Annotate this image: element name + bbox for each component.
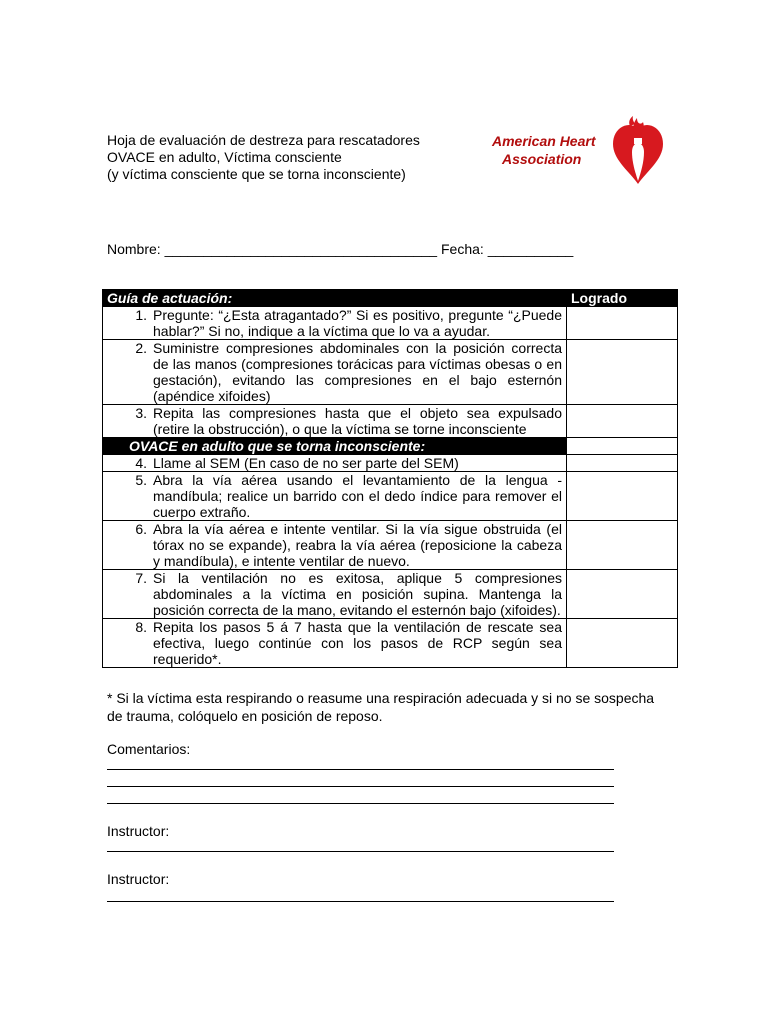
- comments-line-3[interactable]: [107, 803, 614, 804]
- org-name-line-1: American Heart: [492, 133, 596, 149]
- skills-table: [102, 289, 678, 668]
- step-number: 3.: [135, 405, 147, 421]
- step-text: Abra la vía aérea e intente ventilar. Si la vía sigue obstruida (el tórax no se expande), reabra la vía aérea (reposicione la cabeza y mandíbula), e intente ventilar de nuevo.: [153, 521, 562, 569]
- step-number: 4.: [135, 455, 147, 471]
- fecha-field[interactable]: ___________: [487, 241, 574, 257]
- step-number: 5.: [135, 472, 147, 488]
- name-date-line: [107, 240, 573, 258]
- title-line-3: (y víctima consciente que se torna inconsciente): [107, 166, 406, 182]
- title-line-2: OVACE en adulto, Víctima consciente: [107, 149, 342, 165]
- instructor-label-2: Instructor:: [107, 871, 170, 887]
- step-text: Suministre compresiones abdominales con la posición correcta de las manos (compresiones torácicas para víctimas obesas o en gestación), evitando las compresiones en el bajo esternón (apéndice xifoides): [153, 340, 562, 404]
- title-line-1: Hoja de evaluación de destreza para rescatadores: [107, 132, 420, 148]
- instructor-line-2[interactable]: [107, 901, 614, 902]
- table-row: [103, 521, 678, 570]
- instructor-label-1: Instructor:: [107, 823, 170, 839]
- achieved-checkbox[interactable]: [567, 307, 678, 340]
- achieved-checkbox[interactable]: [567, 340, 678, 405]
- step-text: Abra la vía aérea usando el levantamiento de la lengua - mandíbula; realice un barrido con el dedo índice para remover el cuerpo extraño.: [153, 472, 562, 520]
- nombre-field[interactable]: ___________________________________: [164, 241, 438, 257]
- achieved-checkbox[interactable]: [567, 472, 678, 521]
- instructor-line-1[interactable]: [107, 851, 614, 852]
- footnote: * Si la víctima esta respirando o reasume una respiración adecuada y si no se sospecha de trauma, colóquelo en posición de reposo.: [107, 690, 655, 724]
- org-name: [492, 132, 596, 168]
- achieved-checkbox[interactable]: [567, 521, 678, 570]
- table-subheader: [103, 438, 678, 455]
- step-number: 7.: [135, 570, 147, 586]
- table-header: [103, 290, 678, 307]
- table-row: [103, 307, 678, 340]
- comments-line-2[interactable]: [107, 786, 614, 787]
- guide-header: Guía de actuación:: [103, 290, 567, 307]
- step-number: 8.: [135, 619, 147, 635]
- table-row: [103, 340, 678, 405]
- table-row: [103, 570, 678, 619]
- achieved-checkbox[interactable]: [567, 570, 678, 619]
- step-text: Repita las compresiones hasta que el objeto sea expulsado (retire la obstrucción), o que la víctima se torne inconsciente: [153, 405, 562, 437]
- step-text: Repita los pasos 5 á 7 hasta que la ventilación de rescate sea efectiva, luego continúe con los pasos de RCP según sea requerido*.: [153, 619, 562, 667]
- step-number: 1.: [135, 307, 147, 323]
- step-text: Pregunte: “¿Esta atragantado?” Si es positivo, pregunte “¿Puede hablar?” Si no, indique a la víctima que lo va a ayudar.: [153, 307, 562, 339]
- comments-label: Comentarios:: [107, 741, 191, 757]
- step-number: 6.: [135, 521, 147, 537]
- form-title: [107, 132, 420, 183]
- achieved-checkbox[interactable]: [567, 619, 678, 668]
- table-row: [103, 472, 678, 521]
- comments-line-1[interactable]: [107, 769, 614, 770]
- achieved-checkbox[interactable]: [567, 405, 678, 438]
- step-text: Si la ventilación no es exitosa, aplique 5 compresiones abdominales a la víctima en posición supina. Mantenga la posición correcta de la mano, evitando el esternón bajo (xifoides).: [153, 570, 562, 618]
- unconscious-subheader: OVACE en adulto que se torna inconsciente:: [103, 438, 567, 455]
- nombre-label: Nombre:: [107, 241, 161, 257]
- fecha-label: Fecha:: [440, 241, 484, 257]
- step-number: 2.: [135, 340, 147, 356]
- achieved-header: Logrado: [567, 290, 678, 307]
- table-row: [103, 619, 678, 668]
- table-row: [103, 405, 678, 438]
- org-name-line-2: Association: [502, 151, 582, 167]
- heart-torch-icon: [610, 112, 666, 186]
- table-row: [103, 455, 678, 472]
- achieved-checkbox[interactable]: [567, 455, 678, 472]
- step-text: Llame al SEM (En caso de no ser parte del SEM): [153, 455, 459, 471]
